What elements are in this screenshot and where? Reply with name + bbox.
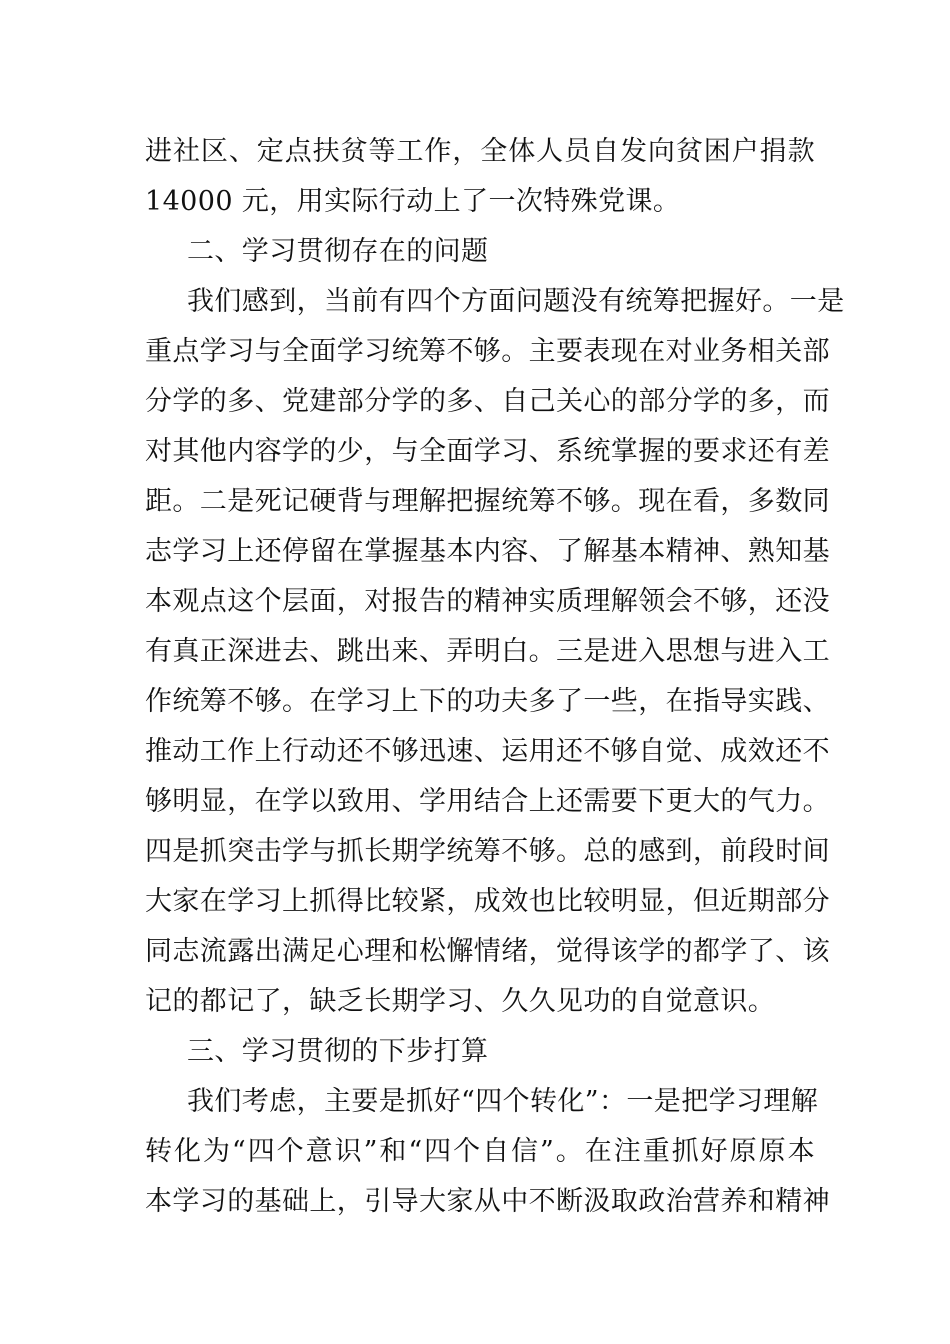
text-line: 记的都记了，缺乏长期学习、久久见功的自觉意识。 <box>145 986 776 1017</box>
text-line: 志学习上还停留在掌握基本内容、了解基本精神、熟知基 <box>145 536 830 567</box>
text-line: 14000 元，用实际行动上了一次特殊党课。 <box>145 186 681 217</box>
text-line: 分学的多、党建部分学的多、自己关心的部分学的多，而 <box>145 386 830 417</box>
text-line: 对其他内容学的少，与全面学习、系统掌握的要求还有差 <box>145 436 830 467</box>
text-line: 距。二是死记硬背与理解把握统筹不够。现在看，多数同 <box>145 486 830 517</box>
text-line: 作统筹不够。在学习上下的功夫多了一些，在指导实践、 <box>145 686 830 717</box>
paragraph-continued <box>145 127 815 227</box>
document-body <box>145 127 845 1227</box>
text-line: 本观点这个层面，对报告的精神实质理解领会不够，还没 <box>145 586 830 617</box>
paragraph-problems <box>145 277 845 1027</box>
text-line: 本学习的基础上，引导大家从中不断汲取政治营养和精神 <box>145 1186 830 1217</box>
text-line: 有真正深进去、跳出来、弄明白。三是进入思想与进入工 <box>145 636 830 667</box>
text-line: 推动工作上行动还不够迅速、运用还不够自觉、成效还不 <box>145 736 830 767</box>
text-line: 四是抓突击学与抓长期学统筹不够。总的感到，前段时间 <box>145 836 830 867</box>
text-line: 大家在学习上抓得比较紧，成效也比较明显，但近期部分 <box>145 886 830 917</box>
text-line: 重点学习与全面学习统筹不够。主要表现在对业务相关部 <box>145 336 830 367</box>
text-line: 进社区、定点扶贫等工作，全体人员自发向贫困户捐款 <box>145 136 815 167</box>
paragraph-plans <box>145 1077 830 1227</box>
text-line: 转化为“四个意识”和“四个自信”。在注重抓好原原本 <box>145 1136 815 1167</box>
section-heading-plans: 三、学习贯彻的下步打算 <box>187 1036 489 1067</box>
text-line: 够明显，在学以致用、学用结合上还需要下更大的气力。 <box>145 786 830 817</box>
text-line: 同志流露出满足心理和松懈情绪，觉得该学的都学了、该 <box>145 936 830 967</box>
text-line: 我们考虑，主要是抓好“四个转化”：一是把学习理解 <box>187 1086 819 1117</box>
text-line: 我们感到，当前有四个方面问题没有统筹把握好。一是 <box>187 286 845 317</box>
section-heading-problems: 二、学习贯彻存在的问题 <box>187 236 489 267</box>
